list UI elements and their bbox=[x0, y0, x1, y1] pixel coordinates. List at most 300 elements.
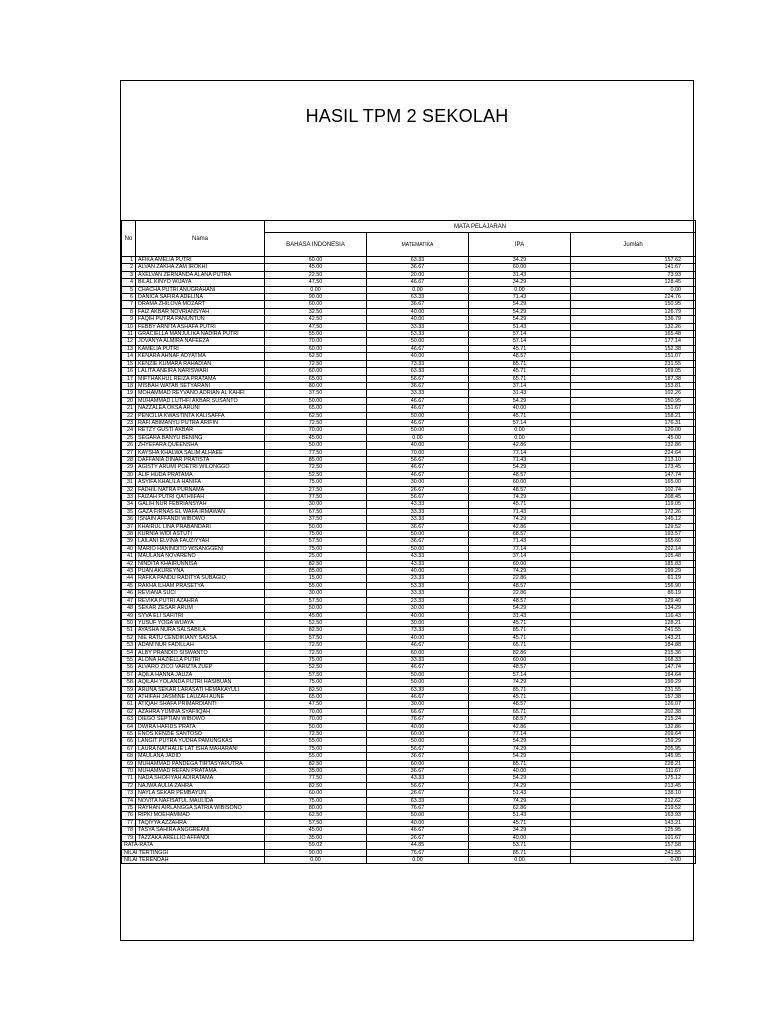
table-row bbox=[122, 338, 696, 345]
row-number: 21 bbox=[122, 405, 136, 412]
score-bahasa: 75.00 bbox=[265, 656, 367, 663]
score-jumlah: 147.74 bbox=[571, 471, 696, 478]
student-name: MUHAMMAD LUTHFI AKBAR SUSANTO bbox=[136, 397, 265, 404]
student-name: RAKHA ILHAM PRASETYA bbox=[136, 582, 265, 589]
score-matematika: 40.00 bbox=[367, 442, 469, 449]
table-row bbox=[122, 612, 696, 619]
row-number: 54 bbox=[122, 649, 136, 656]
score-bahasa: 80.00 bbox=[265, 382, 367, 389]
score-jumlah: 152.38 bbox=[571, 345, 696, 352]
score-ipa: 45.71 bbox=[469, 345, 571, 352]
score-matematika: 43.33 bbox=[367, 560, 469, 567]
score-bahasa: 0.00 bbox=[265, 286, 367, 293]
summary-matematika: 44.85 bbox=[367, 842, 469, 849]
row-number: 17 bbox=[122, 375, 136, 382]
table-row bbox=[122, 405, 696, 412]
score-jumlah: 231.55 bbox=[571, 686, 696, 693]
row-number: 31 bbox=[122, 479, 136, 486]
score-matematika: 46.67 bbox=[367, 464, 469, 471]
score-bahasa: 35.00 bbox=[265, 768, 367, 775]
summary-ipa: 85.71 bbox=[469, 849, 571, 856]
score-jumlah: 213.45 bbox=[571, 782, 696, 789]
score-matematika: 76.67 bbox=[367, 716, 469, 723]
score-ipa: 74.29 bbox=[469, 568, 571, 575]
score-ipa: 48.57 bbox=[469, 353, 571, 360]
score-bahasa: 57.50 bbox=[265, 819, 367, 826]
score-bahasa: 57.50 bbox=[265, 538, 367, 545]
student-name: AXELVAN ZERNANDA ALANA PUTRA bbox=[136, 271, 265, 278]
score-ipa: 37.14 bbox=[469, 553, 571, 560]
score-bahasa: 47.50 bbox=[265, 323, 367, 330]
score-matematika: 36.67 bbox=[367, 301, 469, 308]
score-bahasa: 32.50 bbox=[265, 308, 367, 315]
score-ipa: 85.71 bbox=[469, 760, 571, 767]
score-ipa: 48.57 bbox=[469, 471, 571, 478]
score-jumlah: 209.64 bbox=[571, 731, 696, 738]
score-bahasa: 75.00 bbox=[265, 797, 367, 804]
score-matematika: 50.00 bbox=[367, 738, 469, 745]
score-bahasa: 57.50 bbox=[265, 634, 367, 641]
score-ipa: 54.29 bbox=[469, 775, 571, 782]
score-bahasa: 47.50 bbox=[265, 701, 367, 708]
row-number: 2 bbox=[122, 264, 136, 271]
score-ipa: 62.86 bbox=[469, 805, 571, 812]
score-bahasa: 62.50 bbox=[265, 412, 367, 419]
student-name: NINDITA KHAIRUNNISA bbox=[136, 560, 265, 567]
student-name: RETZY GUSTI AKBAR bbox=[136, 427, 265, 434]
score-jumlah: 147.74 bbox=[571, 664, 696, 671]
student-name: JOVANYA ALMIRA NAFEEZA bbox=[136, 338, 265, 345]
row-number: 60 bbox=[122, 693, 136, 700]
row-number: 77 bbox=[122, 819, 136, 826]
student-name: ALONA HAZIELLA PUTRI bbox=[136, 656, 265, 663]
score-jumlah: 132.86 bbox=[571, 723, 696, 730]
row-number: 4 bbox=[122, 279, 136, 286]
score-ipa: 37.14 bbox=[469, 382, 571, 389]
summary-row bbox=[122, 856, 696, 863]
score-jumlah: 213.10 bbox=[571, 456, 696, 463]
score-jumlah: 101.67 bbox=[571, 834, 696, 841]
table-row bbox=[122, 671, 696, 678]
score-matematika: 50.00 bbox=[367, 812, 469, 819]
student-name: KHAIRUL LINA PRABANDARI bbox=[136, 523, 265, 530]
score-matematika: 40.00 bbox=[367, 612, 469, 619]
score-ipa: 34.29 bbox=[469, 279, 571, 286]
score-ipa: 74.29 bbox=[469, 797, 571, 804]
score-bahasa: 22.50 bbox=[265, 271, 367, 278]
table-row bbox=[122, 538, 696, 545]
score-matematika: 56.67 bbox=[367, 782, 469, 789]
score-matematika: 30.00 bbox=[367, 605, 469, 612]
student-name: SEGARA BANYU BENING bbox=[136, 434, 265, 441]
student-name: ALIF HUDA PRATAMA bbox=[136, 471, 265, 478]
row-number: 32 bbox=[122, 486, 136, 493]
table-row bbox=[122, 797, 696, 804]
score-jumlah: 158.21 bbox=[571, 412, 696, 419]
score-jumlah: 138.10 bbox=[571, 790, 696, 797]
score-matematika: 26.67 bbox=[367, 486, 469, 493]
student-name: PUAN AKUREYNA bbox=[136, 568, 265, 575]
student-name: GALIH NUR FEBRIANSYAH bbox=[136, 501, 265, 508]
table-row bbox=[122, 494, 696, 501]
row-number: 56 bbox=[122, 664, 136, 671]
table-row bbox=[122, 516, 696, 523]
row-number: 22 bbox=[122, 412, 136, 419]
table-row bbox=[122, 693, 696, 700]
score-jumlah: 129.52 bbox=[571, 523, 696, 530]
table-row bbox=[122, 353, 696, 360]
score-ipa: 74.29 bbox=[469, 782, 571, 789]
score-ipa: 42.86 bbox=[469, 723, 571, 730]
row-number: 53 bbox=[122, 642, 136, 649]
student-name: ISNAIN AFFANDI WIBOWO bbox=[136, 516, 265, 523]
score-ipa: 68.57 bbox=[469, 716, 571, 723]
score-bahasa: 60.00 bbox=[265, 301, 367, 308]
summary-jumlah: 0.00 bbox=[571, 856, 696, 863]
score-ipa: 0.00 bbox=[469, 427, 571, 434]
row-number: 76 bbox=[122, 812, 136, 819]
table-row bbox=[122, 642, 696, 649]
score-matematika: 40.00 bbox=[367, 316, 469, 323]
row-number: 65 bbox=[122, 731, 136, 738]
score-ipa: 54.29 bbox=[469, 738, 571, 745]
score-matematika: 46.67 bbox=[367, 419, 469, 426]
score-matematika: 63.33 bbox=[367, 797, 469, 804]
score-ipa: 57.14 bbox=[469, 419, 571, 426]
table-row bbox=[122, 397, 696, 404]
student-name: DWIRA HAFIDS PRATA bbox=[136, 723, 265, 730]
score-ipa: 40.00 bbox=[469, 405, 571, 412]
score-bahasa: 55.00 bbox=[265, 582, 367, 589]
summary-label: RATA-RATA bbox=[122, 842, 265, 849]
score-ipa: 45.71 bbox=[469, 693, 571, 700]
score-ipa: 68.57 bbox=[469, 531, 571, 538]
score-bahasa: 75.00 bbox=[265, 745, 367, 752]
row-number: 67 bbox=[122, 745, 136, 752]
row-number: 29 bbox=[122, 464, 136, 471]
score-jumlah: 168.33 bbox=[571, 656, 696, 663]
score-matematika: 0.00 bbox=[367, 434, 469, 441]
score-matematika: 46.67 bbox=[367, 279, 469, 286]
student-name: MIFTHAKHUL REIZA PRATAMA bbox=[136, 375, 265, 382]
score-matematika: 46.67 bbox=[367, 827, 469, 834]
score-jumlah: 132.26 bbox=[571, 323, 696, 330]
score-jumlah: 0.00 bbox=[571, 286, 696, 293]
score-matematika: 46.67 bbox=[367, 405, 469, 412]
score-bahasa: 77.50 bbox=[265, 449, 367, 456]
summary-matematika: 0.00 bbox=[367, 856, 469, 863]
score-bahasa: 35.00 bbox=[265, 834, 367, 841]
score-jumlah: 205.95 bbox=[571, 745, 696, 752]
score-jumlah: 172.26 bbox=[571, 508, 696, 515]
score-bahasa: 85.00 bbox=[265, 568, 367, 575]
row-number: 28 bbox=[122, 456, 136, 463]
score-bahasa: 80.00 bbox=[265, 805, 367, 812]
table-row bbox=[122, 301, 696, 308]
table-row bbox=[122, 434, 696, 441]
student-name: AQILAH YOLANDA PUTRI HASIBUAN bbox=[136, 679, 265, 686]
table-row bbox=[122, 738, 696, 745]
student-name: AQILA HANNA JAUZA bbox=[136, 671, 265, 678]
score-ipa: 42.86 bbox=[469, 442, 571, 449]
summary-row bbox=[122, 842, 696, 849]
row-number: 14 bbox=[122, 353, 136, 360]
score-jumlah: 129.40 bbox=[571, 597, 696, 604]
student-name: ATIQAH SHAFA PRIMARDIANTI bbox=[136, 701, 265, 708]
score-ipa: 22.86 bbox=[469, 590, 571, 597]
score-ipa: 34.29 bbox=[469, 257, 571, 264]
score-bahasa: 60.00 bbox=[265, 345, 367, 352]
score-ipa: 48.57 bbox=[469, 486, 571, 493]
score-jumlah: 111.67 bbox=[571, 768, 696, 775]
table-row bbox=[122, 464, 696, 471]
row-number: 24 bbox=[122, 427, 136, 434]
score-bahasa: 70.00 bbox=[265, 708, 367, 715]
table-row bbox=[122, 679, 696, 686]
student-name: NOVITA NAFISATUL MAULIDA bbox=[136, 797, 265, 804]
row-number: 49 bbox=[122, 612, 136, 619]
score-ipa: 74.29 bbox=[469, 516, 571, 523]
score-ipa: 45.71 bbox=[469, 412, 571, 419]
score-ipa: 45.71 bbox=[469, 368, 571, 375]
table-row bbox=[122, 664, 696, 671]
row-number: 9 bbox=[122, 316, 136, 323]
score-jumlah: 165.48 bbox=[571, 331, 696, 338]
student-name: AZAHRA YUMNA SYAFIIQAH bbox=[136, 708, 265, 715]
student-name: ADAM NUR FADILLAH bbox=[136, 642, 265, 649]
row-number: 42 bbox=[122, 560, 136, 567]
student-name: LANGIT PUTRA YUDHA PAMUNGKAS bbox=[136, 738, 265, 745]
score-jumlah: 202.38 bbox=[571, 708, 696, 715]
row-number: 12 bbox=[122, 338, 136, 345]
score-matematika: 36.67 bbox=[367, 264, 469, 271]
student-name: FAIZAH PUTRI QATHIIFAH bbox=[136, 494, 265, 501]
table-row bbox=[122, 686, 696, 693]
student-name: MISBAH WATAB SETYARANI bbox=[136, 382, 265, 389]
score-ipa: 48.57 bbox=[469, 701, 571, 708]
score-matematika: 50.00 bbox=[367, 545, 469, 552]
score-ipa: 65.71 bbox=[469, 375, 571, 382]
score-matematika: 50.00 bbox=[367, 531, 469, 538]
table-row bbox=[122, 286, 696, 293]
score-bahasa: 37.50 bbox=[265, 390, 367, 397]
score-jumlah: 241.55 bbox=[571, 627, 696, 634]
score-jumlah: 157.62 bbox=[571, 257, 696, 264]
table-row bbox=[122, 442, 696, 449]
row-number: 66 bbox=[122, 738, 136, 745]
score-matematika: 76.67 bbox=[367, 805, 469, 812]
header-matematika: MATEMATIKA bbox=[367, 233, 469, 257]
score-jumlah: 219.52 bbox=[571, 805, 696, 812]
score-matematika: 46.67 bbox=[367, 693, 469, 700]
score-matematika: 43.33 bbox=[367, 553, 469, 560]
row-number: 72 bbox=[122, 782, 136, 789]
student-name: MUHAMMAD PANDEGA TIRTASYAPUTRA bbox=[136, 760, 265, 767]
table-row bbox=[122, 745, 696, 752]
score-ipa: 74.29 bbox=[469, 745, 571, 752]
score-matematika: 46.67 bbox=[367, 397, 469, 404]
score-jumlah: 177.14 bbox=[571, 338, 696, 345]
student-name: LAURA NATHALIE LAT ISHA MAHARANI bbox=[136, 745, 265, 752]
score-jumlah: 215.24 bbox=[571, 716, 696, 723]
score-ipa: 48.57 bbox=[469, 582, 571, 589]
table-row bbox=[122, 634, 696, 641]
score-jumlah: 202.14 bbox=[571, 545, 696, 552]
table-row bbox=[122, 345, 696, 352]
score-bahasa: 72.50 bbox=[265, 731, 367, 738]
row-number: 8 bbox=[122, 308, 136, 315]
score-bahasa: 75.00 bbox=[265, 545, 367, 552]
row-number: 33 bbox=[122, 494, 136, 501]
row-number: 41 bbox=[122, 553, 136, 560]
table-row bbox=[122, 575, 696, 582]
row-number: 23 bbox=[122, 419, 136, 426]
score-jumlah: 126.07 bbox=[571, 701, 696, 708]
table-row bbox=[122, 360, 696, 367]
table-row bbox=[122, 723, 696, 730]
score-ipa: 31.43 bbox=[469, 390, 571, 397]
score-ipa: 51.43 bbox=[469, 812, 571, 819]
score-bahasa: 67.50 bbox=[265, 508, 367, 515]
row-number: 79 bbox=[122, 834, 136, 841]
score-jumlah: 185.83 bbox=[571, 560, 696, 567]
score-ipa: 0.00 bbox=[469, 286, 571, 293]
score-jumlah: 228.21 bbox=[571, 760, 696, 767]
student-name: SEKAR ZESAR ARUM bbox=[136, 605, 265, 612]
score-bahasa: 27.50 bbox=[265, 486, 367, 493]
student-name: TAZZAKA ARELLIO AFFANDI bbox=[136, 834, 265, 841]
score-jumlah: 175.12 bbox=[571, 775, 696, 782]
student-name: TASYA SAHIRA ANGGREANI bbox=[136, 827, 265, 834]
score-matematika: 33.33 bbox=[367, 590, 469, 597]
score-matematika: 23.33 bbox=[367, 575, 469, 582]
row-number: 3 bbox=[122, 271, 136, 278]
score-jumlah: 102.26 bbox=[571, 390, 696, 397]
score-jumlah: 102.74 bbox=[571, 486, 696, 493]
table-row bbox=[122, 523, 696, 530]
score-ipa: 60.00 bbox=[469, 479, 571, 486]
table-row bbox=[122, 619, 696, 626]
row-number: 44 bbox=[122, 575, 136, 582]
score-bahasa: 50.00 bbox=[265, 442, 367, 449]
score-matematika: 46.67 bbox=[367, 345, 469, 352]
row-number: 10 bbox=[122, 323, 136, 330]
score-bahasa: 75.00 bbox=[265, 531, 367, 538]
row-number: 47 bbox=[122, 597, 136, 604]
summary-jumlah: 241.55 bbox=[571, 849, 696, 856]
score-bahasa: 62.50 bbox=[265, 812, 367, 819]
score-matematika: 50.00 bbox=[367, 412, 469, 419]
header-no: No bbox=[122, 221, 136, 257]
row-number: 15 bbox=[122, 360, 136, 367]
score-bahasa: 57.50 bbox=[265, 671, 367, 678]
table-row bbox=[122, 501, 696, 508]
score-ipa: 74.29 bbox=[469, 679, 571, 686]
score-bahasa: 45.00 bbox=[265, 434, 367, 441]
student-name: NAYLA SEKAR PEMBAYUN bbox=[136, 790, 265, 797]
score-bahasa: 65.00 bbox=[265, 405, 367, 412]
table-row bbox=[122, 279, 696, 286]
row-number: 57 bbox=[122, 671, 136, 678]
score-ipa: 74.29 bbox=[469, 494, 571, 501]
score-ipa: 45.71 bbox=[469, 634, 571, 641]
table-row bbox=[122, 753, 696, 760]
row-number: 40 bbox=[122, 545, 136, 552]
row-number: 51 bbox=[122, 627, 136, 634]
score-bahasa: 50.00 bbox=[265, 523, 367, 530]
table-body bbox=[122, 257, 696, 864]
student-name: ALVARO ZICO VARIZTA ZUEP bbox=[136, 664, 265, 671]
summary-ipa: 0.00 bbox=[469, 856, 571, 863]
score-matematika: 40.00 bbox=[367, 634, 469, 641]
score-matematika: 60.00 bbox=[367, 731, 469, 738]
header-ipa: IPA bbox=[469, 233, 571, 257]
score-matematika: 30.00 bbox=[367, 701, 469, 708]
student-name: MAULANA JADID bbox=[136, 753, 265, 760]
row-number: 52 bbox=[122, 634, 136, 641]
score-jumlah: 176.31 bbox=[571, 419, 696, 426]
summary-label: NILAI TERENDAH bbox=[122, 856, 265, 863]
score-jumlah: 125.95 bbox=[571, 827, 696, 834]
summary-bahasa: 90.00 bbox=[265, 849, 367, 856]
score-bahasa: 70.00 bbox=[265, 716, 367, 723]
student-name: ATHIFAH JASMINE LAUZAH AUNE bbox=[136, 693, 265, 700]
score-bahasa: 52.50 bbox=[265, 471, 367, 478]
score-jumlah: 61.19 bbox=[571, 575, 696, 582]
student-name: YUSUF YOGA WIJAYA bbox=[136, 619, 265, 626]
score-table bbox=[121, 220, 696, 864]
score-matematika: 40.00 bbox=[367, 353, 469, 360]
row-number: 58 bbox=[122, 679, 136, 686]
table-row bbox=[122, 545, 696, 552]
row-number: 7 bbox=[122, 301, 136, 308]
score-matematika: 56.67 bbox=[367, 745, 469, 752]
student-name: RAYHAN AIRLANGGA SATRIA WIBISONO bbox=[136, 805, 265, 812]
student-name: AFIKA AMELIA PUTRI bbox=[136, 257, 265, 264]
row-number: 59 bbox=[122, 686, 136, 693]
student-name: MARIO HANINDITO WISANGGENI bbox=[136, 545, 265, 552]
score-matematika: 50.00 bbox=[367, 671, 469, 678]
score-matematika: 40.00 bbox=[367, 568, 469, 575]
score-bahasa: 50.00 bbox=[265, 397, 367, 404]
student-name: ZHYEFARA QUEENSHA bbox=[136, 442, 265, 449]
table-row bbox=[122, 590, 696, 597]
student-name: NIE RATU CENDIKIANY SASSA bbox=[136, 634, 265, 641]
table-row bbox=[122, 508, 696, 515]
score-jumlah: 120.00 bbox=[571, 427, 696, 434]
table-row bbox=[122, 331, 696, 338]
score-bahasa: 60.00 bbox=[265, 368, 367, 375]
student-name: REVIKA PUTRI AZAHRA bbox=[136, 597, 265, 604]
row-number: 39 bbox=[122, 538, 136, 545]
score-matematika: 30.00 bbox=[367, 479, 469, 486]
score-ipa: 54.29 bbox=[469, 397, 571, 404]
table-row bbox=[122, 701, 696, 708]
score-ipa: 34.29 bbox=[469, 827, 571, 834]
score-jumlah: 184.88 bbox=[571, 642, 696, 649]
score-bahasa: 50.00 bbox=[265, 605, 367, 612]
student-name: RAFKA PANDU RADITYA SUBAGIO bbox=[136, 575, 265, 582]
row-number: 78 bbox=[122, 827, 136, 834]
score-ipa: 40.00 bbox=[469, 768, 571, 775]
row-number: 46 bbox=[122, 590, 136, 597]
score-ipa: 42.86 bbox=[469, 523, 571, 530]
table-row bbox=[122, 382, 696, 389]
table-row bbox=[122, 271, 696, 278]
score-bahasa: 75.00 bbox=[265, 479, 367, 486]
table-row bbox=[122, 627, 696, 634]
score-matematika: 40.00 bbox=[367, 723, 469, 730]
